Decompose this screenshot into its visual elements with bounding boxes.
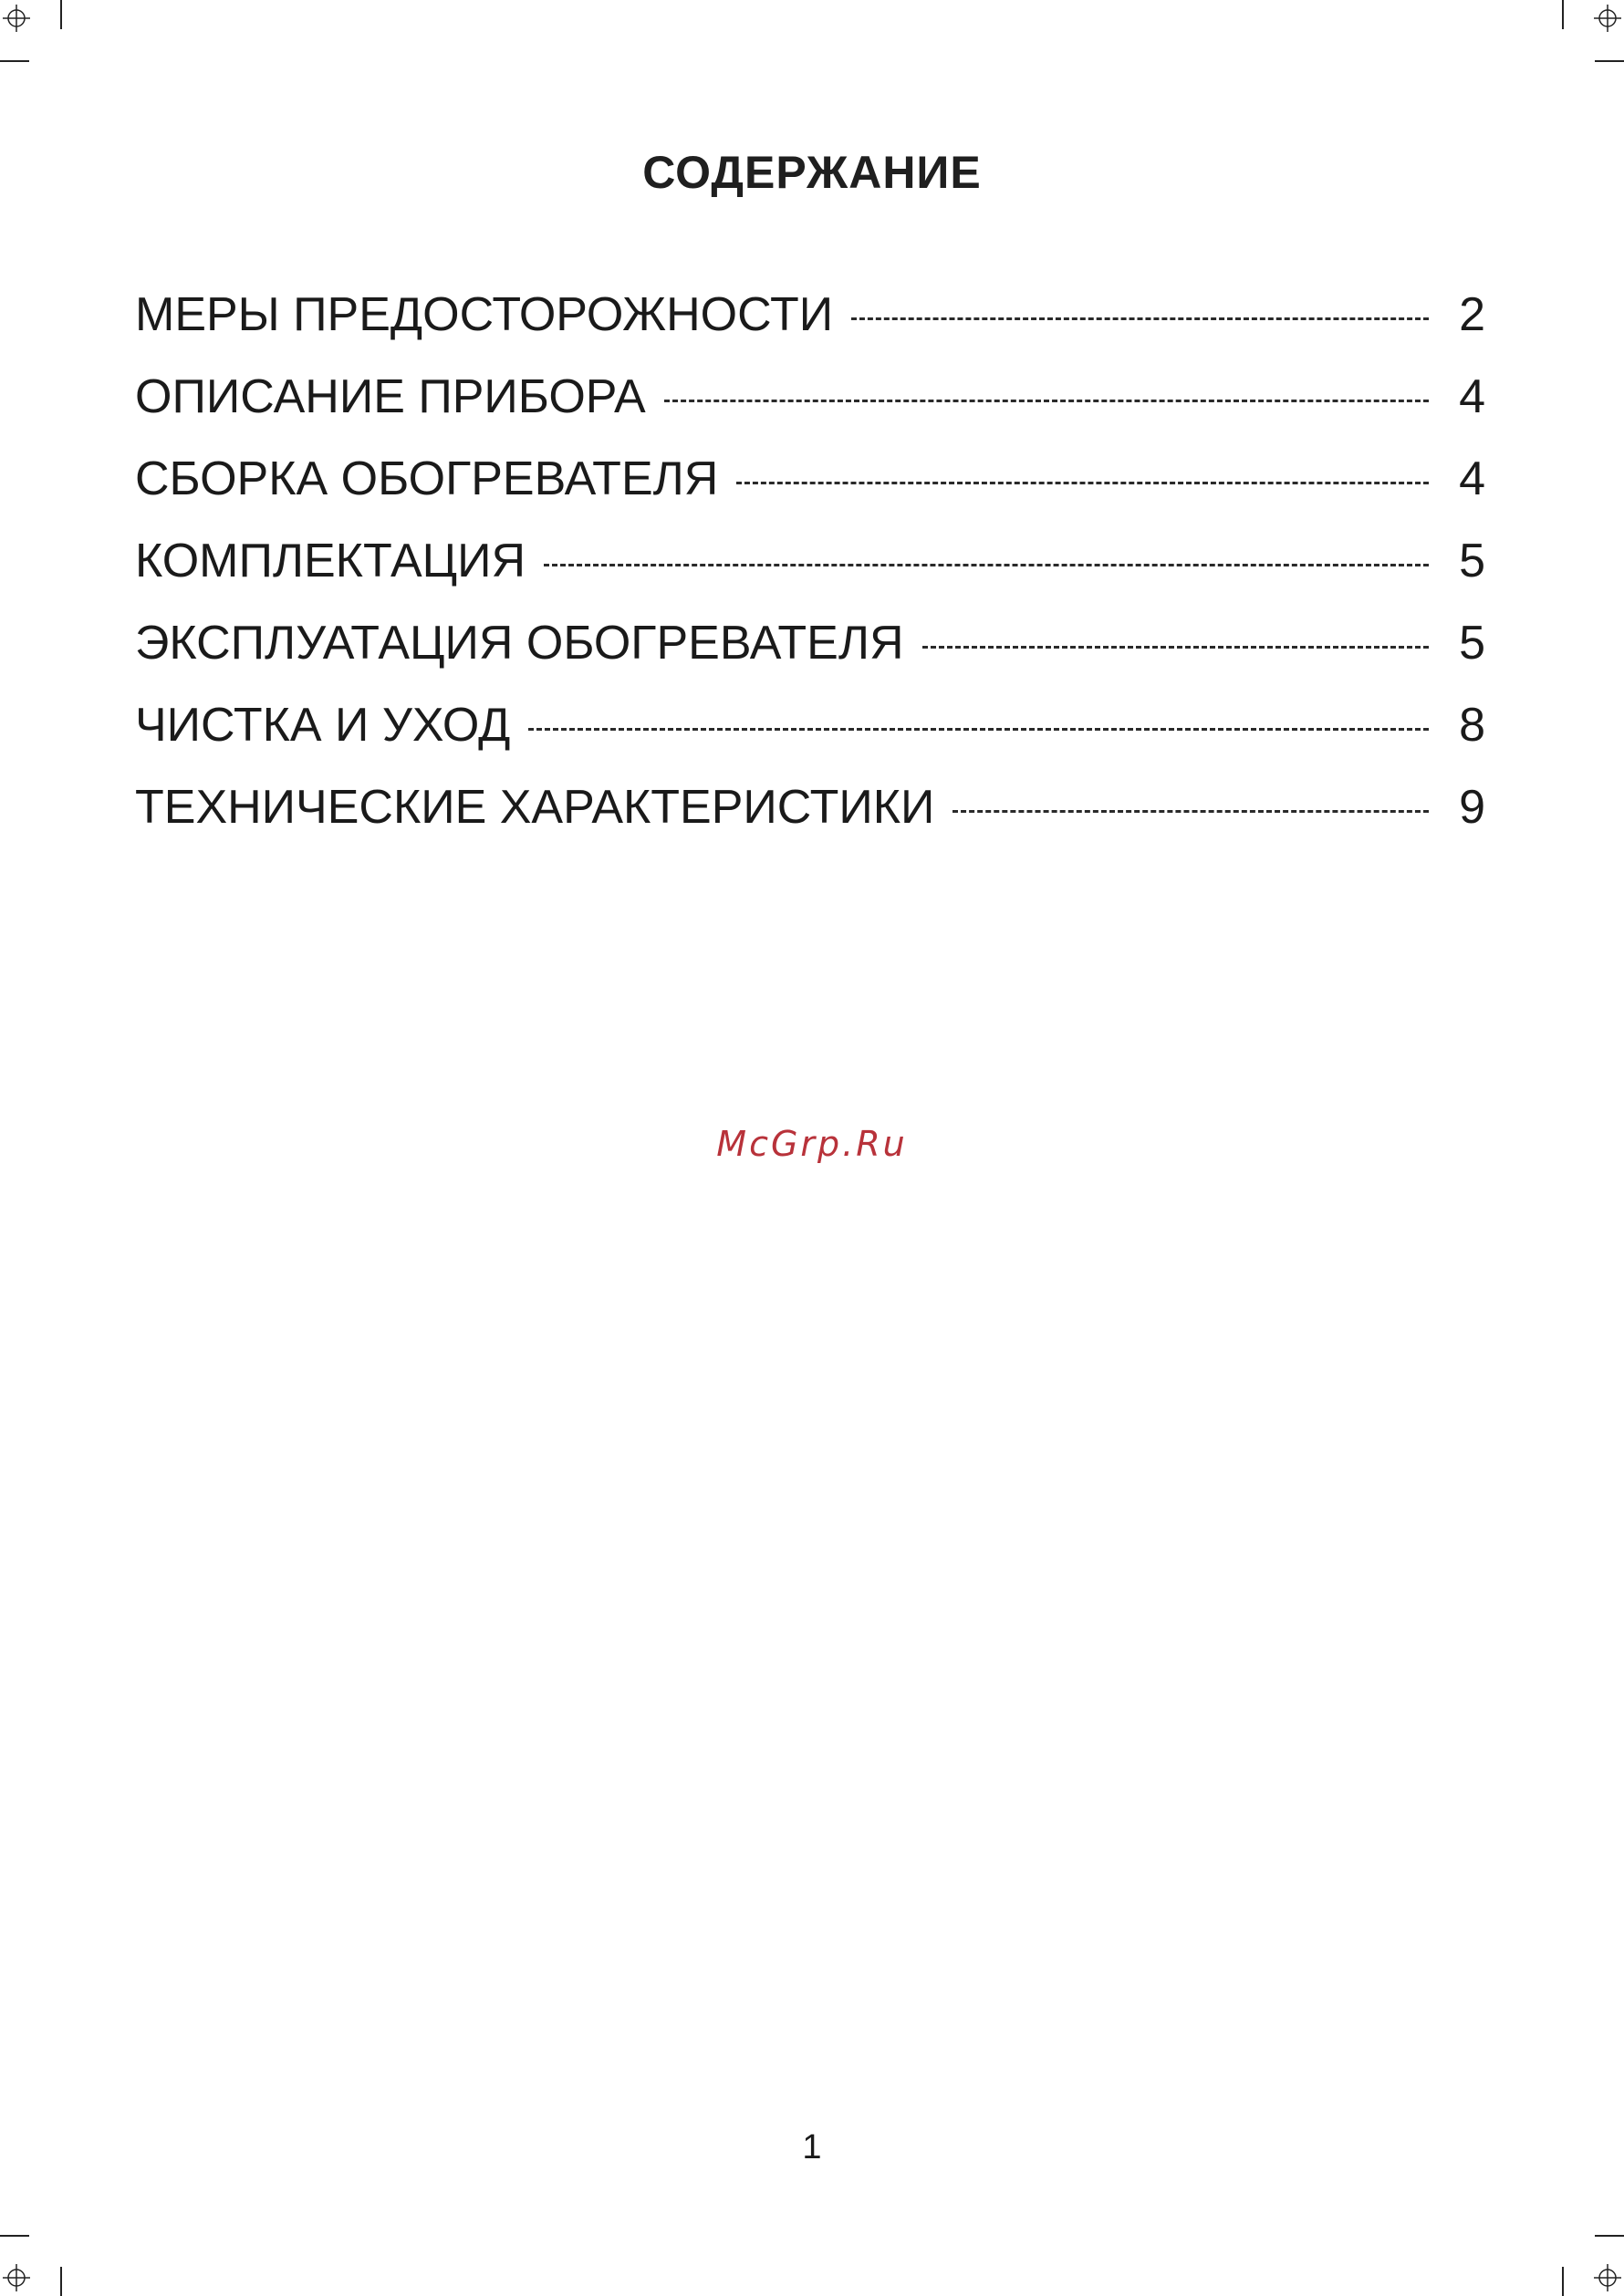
crop-line <box>0 2235 29 2237</box>
toc-entry-label: МЕРЫ ПРЕДОСТОРОЖНОСТИ <box>135 288 834 341</box>
toc-entry[interactable] <box>135 684 1485 766</box>
toc-leader-dots <box>528 728 1429 731</box>
toc-entry[interactable] <box>135 438 1485 520</box>
crop-line <box>1562 2267 1564 2296</box>
toc-entry[interactable] <box>135 356 1485 438</box>
toc-entry-page: 5 <box>1459 617 1485 670</box>
registration-mark-icon <box>1594 5 1621 32</box>
page-title: СОДЕРЖАНИЕ <box>642 147 982 198</box>
toc-leader-dots <box>922 646 1429 649</box>
toc-leader-dots <box>664 400 1429 402</box>
crop-line <box>60 0 62 29</box>
registration-mark-icon <box>1594 2264 1621 2291</box>
registration-mark-icon <box>3 2264 30 2291</box>
crop-line <box>1595 2235 1624 2237</box>
table-of-contents <box>135 274 1485 848</box>
watermark-text: McGrp.Ru <box>716 1124 908 1164</box>
toc-entry-page: 8 <box>1459 699 1485 752</box>
toc-entry-label: ЭКСПЛУАТАЦИЯ ОБОГРЕВАТЕЛЯ <box>135 617 904 670</box>
toc-leader-dots <box>953 810 1429 813</box>
crop-line <box>1595 60 1624 62</box>
toc-entry-page: 5 <box>1459 535 1485 587</box>
toc-entry-label: ТЕХНИЧЕСКИЕ ХАРАКТЕРИСТИКИ <box>135 781 935 834</box>
toc-entry-page: 2 <box>1459 288 1485 341</box>
crop-line <box>0 60 29 62</box>
toc-leader-dots <box>544 564 1429 566</box>
crop-line <box>60 2267 62 2296</box>
toc-entry-page: 9 <box>1459 781 1485 834</box>
toc-entry-label: СБОРКА ОБОГРЕВАТЕЛЯ <box>135 452 719 505</box>
crop-line <box>1562 0 1564 29</box>
toc-entry[interactable] <box>135 274 1485 356</box>
toc-entry[interactable] <box>135 520 1485 602</box>
toc-entry-page: 4 <box>1459 452 1485 505</box>
page-number: 1 <box>802 2128 822 2166</box>
toc-leader-dots <box>851 317 1429 320</box>
toc-entry-label: ОПИСАНИЕ ПРИБОРА <box>135 370 646 423</box>
toc-leader-dots <box>736 482 1429 484</box>
toc-entry-label: КОМПЛЕКТАЦИЯ <box>135 535 526 587</box>
toc-entry-page: 4 <box>1459 370 1485 423</box>
toc-entry[interactable] <box>135 766 1485 848</box>
registration-mark-icon <box>3 5 30 32</box>
toc-entry[interactable] <box>135 602 1485 684</box>
toc-entry-label: ЧИСТКА И УХОД <box>135 699 511 752</box>
